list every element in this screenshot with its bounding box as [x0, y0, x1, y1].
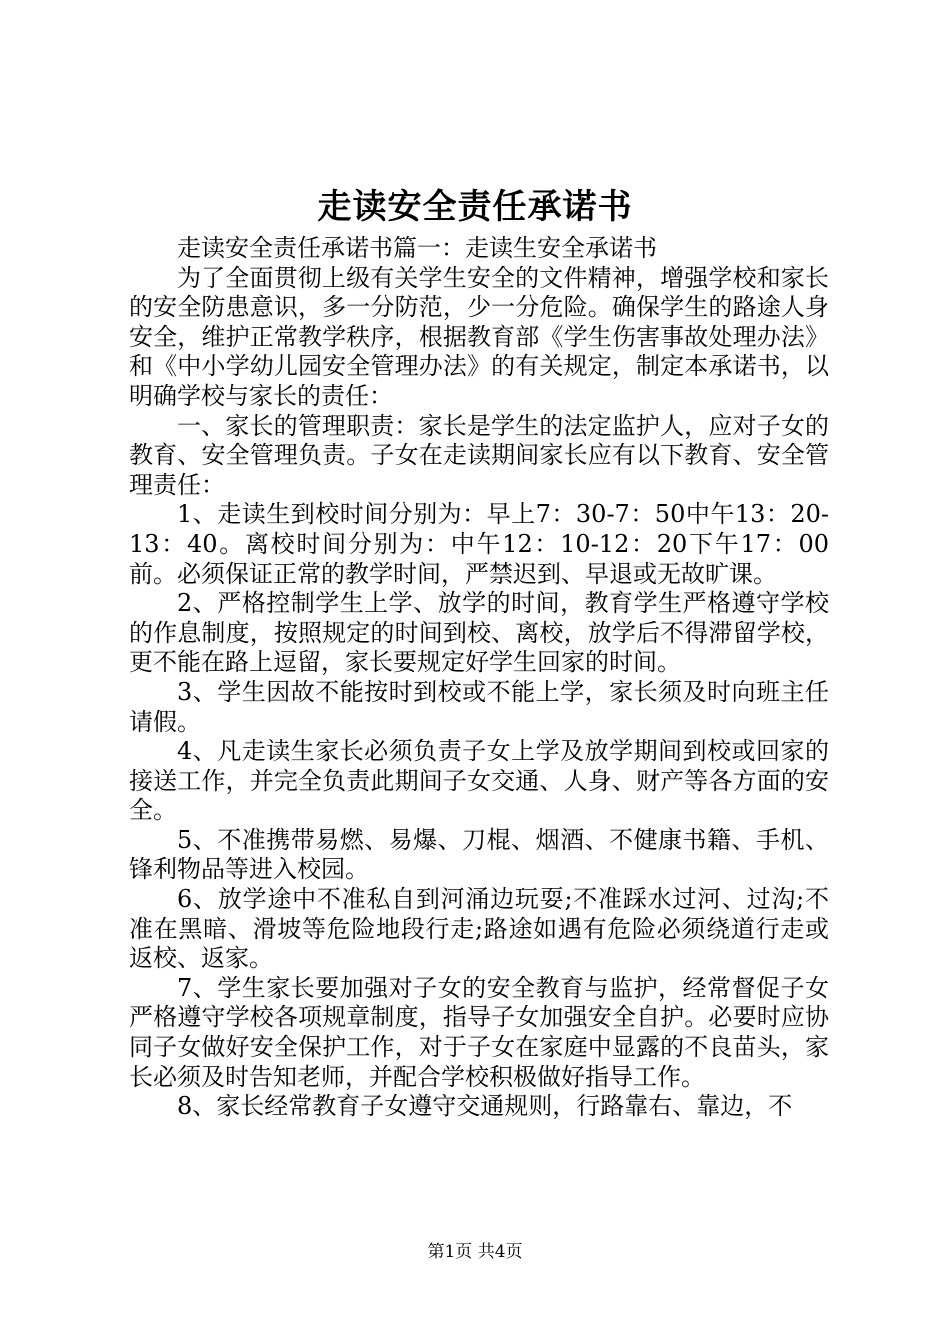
document-title: 走读安全责任承诺书: [317, 187, 633, 227]
paragraph-item-4: 4、凡走读生家长必须负责子女上学及放学期间到校或回家的接送工作，并完全负责此期间子女交通、人身、财产等各方面的安全。: [129, 737, 829, 825]
paragraph-section-one: 一、家长的管理职责：家长是学生的法定监护人，应对子女的教育、安全管理负责。子女在走读期间家长应有以下教育、安全管理责任：: [129, 411, 829, 499]
paragraph-item-6: 6、放学途中不准私自到河涌边玩耍;不准踩水过河、过沟;不准在黑暗、滑坡等危险地段行走;路途如遇有危险必须绕道行走或返校、返家。: [129, 885, 829, 973]
paragraph-item-5: 5、不准携带易燃、易爆、刀棍、烟酒、不健康书籍、手机、锋利物品等进入校园。: [129, 825, 829, 884]
paragraph-heading-line: 走读安全责任承诺书篇一：走读生安全承诺书: [177, 234, 657, 262]
paragraph-intro: 为了全面贯彻上级有关学生安全的文件精神，增强学校和家长的安全防患意识，多一分防范，少一分危险。确保学生的路途人身安全，维护正常教学秩序，根据教育部《学生伤害事故处理办法》和《中小学幼儿园安全管理办法》的有关规定，制定本承诺书，以明确学校与家长的责任：: [129, 263, 829, 410]
paragraph-item-7: 7、学生家长要加强对子女的安全教育与监护，经常督促子女严格遵守学校各项规章制度，指导子女加强安全自护。必要时应协同子女做好安全保护工作，对于子女在家庭中显露的不良苗头，家长必须及时告知老师，并配合学校积极做好指导工作。: [129, 973, 829, 1091]
paragraph-item-2: 2、严格控制学生上学、放学的时间，教育学生严格遵守学校的作息制度，按照规定的时间到校、离校，放学后不得滞留学校，更不能在路上逗留，家长要规定好学生回家的时间。: [129, 589, 829, 677]
page-indicator: 第1页 共4页: [427, 1242, 523, 1262]
paragraph-item-3: 3、学生因故不能按时到校或不能上学，家长须及时向班主任请假。: [129, 677, 829, 736]
document-body: [129, 234, 829, 1122]
paragraph-item-8: 8、家长经常教育子女遵守交通规则，行路靠右、靠边，不: [177, 1092, 793, 1121]
paragraph-item-1: 1、走读生到校时间分别为：早上7：30-7：50中午13：20-13：40。离校时间分别为：中午12：10-12：20下午17：00前。必须保证正常的教学时间，严禁迟到、早退或无故旷课。: [129, 500, 829, 588]
